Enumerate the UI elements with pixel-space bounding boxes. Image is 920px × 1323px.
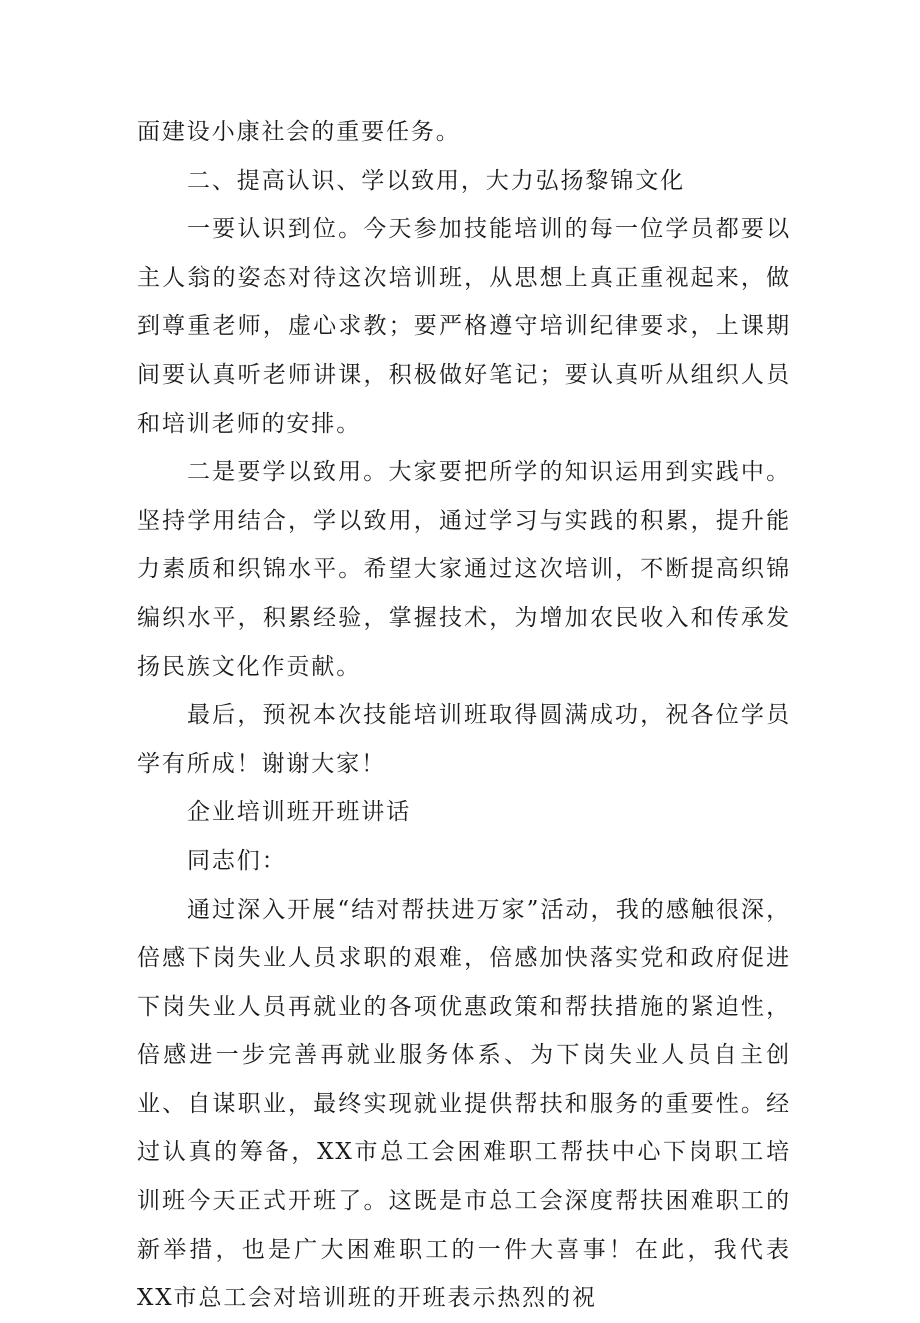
paragraph-continuation: 面建设小康社会的重要任务。 xyxy=(137,119,461,145)
paragraph-closing: 最后，预祝本次技能培训班取得圆满成功，祝各位学员学有所成！谢谢大家！ xyxy=(137,702,791,777)
salutation: 同志们： xyxy=(187,847,287,874)
speech-title: 企业培训班开班讲话 xyxy=(187,799,412,826)
paragraph-opening: 通过深入开展“结对帮扶进万家”活动，我的感触很深，倍感下岗失业人员求职的艰难，倍感加快落实党和政府促进下岗失业人员再就业的各项优惠政策和帮扶措施的紧迫性，倍感进一步完善再就业服务体系、为下岗失业人员自主创业、自谋职业，最终实现就业提供帮扶和服务的重要性。经过认真的筹备，XX市总工会困难职工帮扶中心下岗职工培训班今天正式开班了。这既是市总工会深度帮扶困难职工的新举措，也是广大困难职工的一件大喜事！在此，我代表XX市总工会对培训班的开班表示热烈的祝 xyxy=(137,896,791,1312)
paragraph-awareness: 一要认识到位。今天参加技能培训的每一位学员都要以主人翁的姿态对待这次培训班，从思想上真正重视起来，做到尊重老师，虚心求教；要严格遵守培训纪律要求，上课期间要认真听老师讲课，积极做好笔记；要认真听从组织人员和培训老师的安排。 xyxy=(137,216,791,437)
document-body xyxy=(137,108,791,1323)
section-heading: 二、提高认识、学以致用，大力弘扬黎锦文化 xyxy=(187,167,685,194)
paragraph-application: 二是要学以致用。大家要把所学的知识运用到实践中。坚持学用结合，学以致用，通过学习与实践的积累，提升能力素质和织锦水平。希望大家通过这次培训，不断提高织锦编织水平，积累经验，掌握技术，为增加农民收入和传承发扬民族文化作贡献。 xyxy=(137,459,791,680)
